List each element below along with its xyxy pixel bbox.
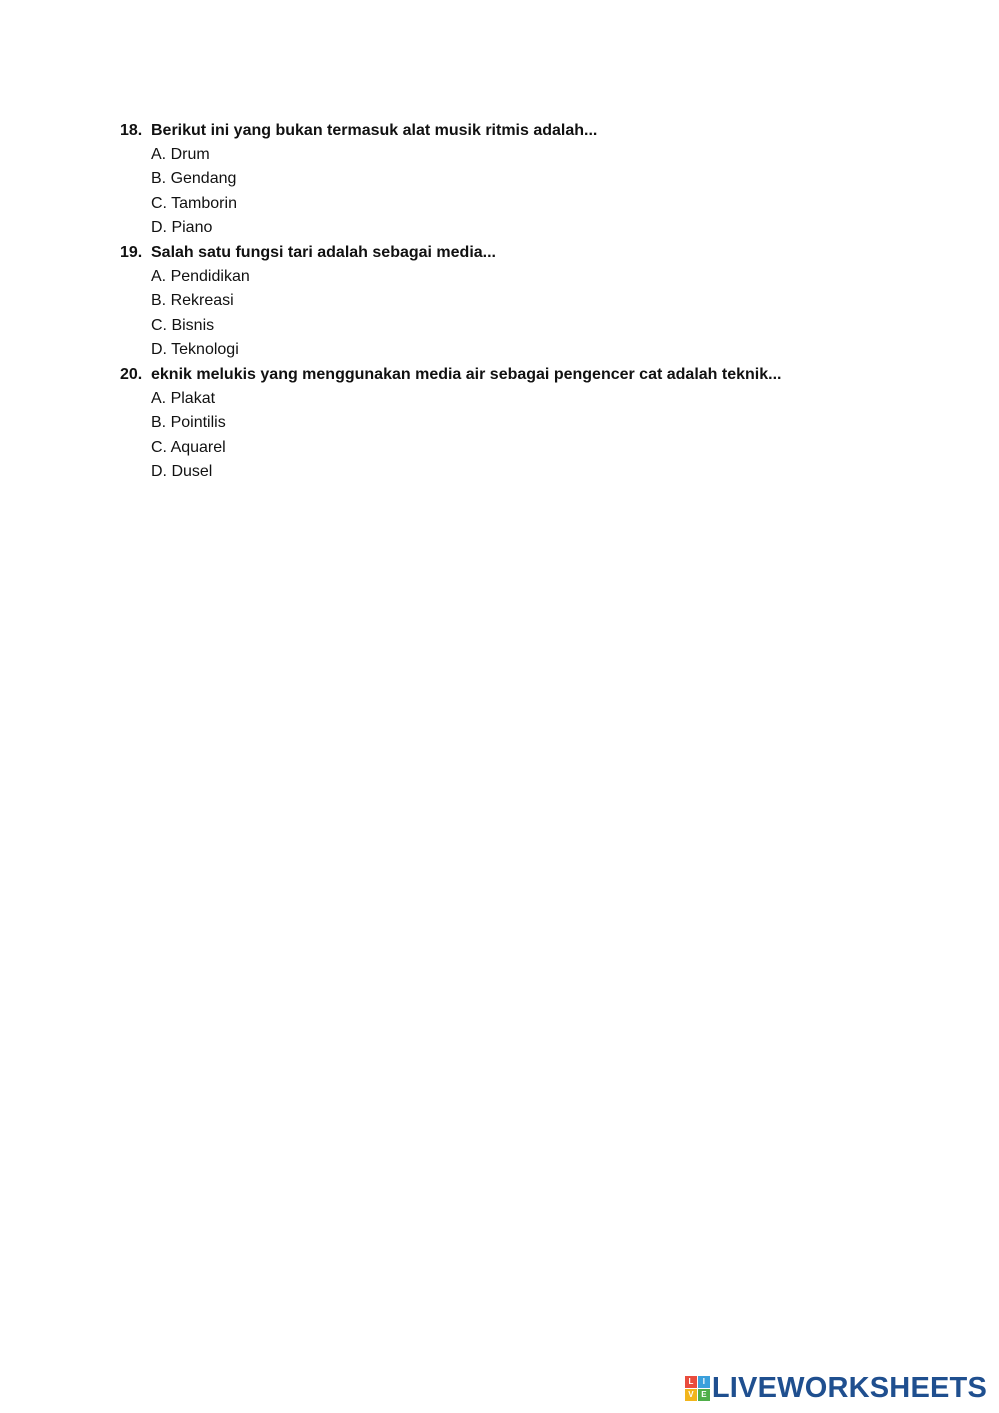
option-b[interactable]: B. Gendang xyxy=(151,170,237,188)
logo-mark-letter: I xyxy=(698,1376,710,1388)
answer-options xyxy=(120,387,940,485)
question-number: 20. xyxy=(120,366,143,383)
question-text: eknik melukis yang menggunakan media air sebagai pengencer cat adalah teknik... xyxy=(151,366,782,383)
logo-mark-letter: L xyxy=(685,1376,697,1388)
logo-mark-letter: E xyxy=(698,1389,710,1401)
question-18 xyxy=(120,119,940,241)
option-a[interactable]: A. Drum xyxy=(151,146,210,163)
option-d[interactable]: D. Teknologi xyxy=(151,341,239,359)
logo-mark-letter: V xyxy=(685,1389,697,1401)
logo-text: LIVEWORKSHEETS xyxy=(711,1371,987,1404)
answer-options xyxy=(120,265,940,363)
question-19 xyxy=(120,241,940,363)
question-number: 19. xyxy=(120,244,143,261)
option-c[interactable]: C. Tamborin xyxy=(151,194,237,212)
option-c[interactable]: C. Aquarel xyxy=(151,438,226,456)
answer-options xyxy=(120,143,940,241)
question-text: Berikut ini yang bukan termasuk alat musik ritmis adalah... xyxy=(151,122,598,139)
question-20 xyxy=(120,363,940,485)
option-a[interactable]: A. Pendidikan xyxy=(151,268,250,285)
question-text: Salah satu fungsi tari adalah sebagai media... xyxy=(151,244,496,261)
question-number: 18. xyxy=(120,122,143,139)
option-c[interactable]: C. Bisnis xyxy=(151,316,215,334)
option-b[interactable]: B. Rekreasi xyxy=(151,292,234,310)
question-header xyxy=(120,119,940,143)
liveworksheets-logo-icon xyxy=(685,1376,709,1400)
option-a[interactable]: A. Plakat xyxy=(151,390,216,407)
option-b[interactable]: B. Pointilis xyxy=(151,414,226,432)
liveworksheets-logo xyxy=(685,1373,987,1403)
option-d[interactable]: D. Piano xyxy=(151,219,213,237)
question-header xyxy=(120,363,940,387)
question-header xyxy=(120,241,940,265)
option-d[interactable]: D. Dusel xyxy=(151,463,213,481)
